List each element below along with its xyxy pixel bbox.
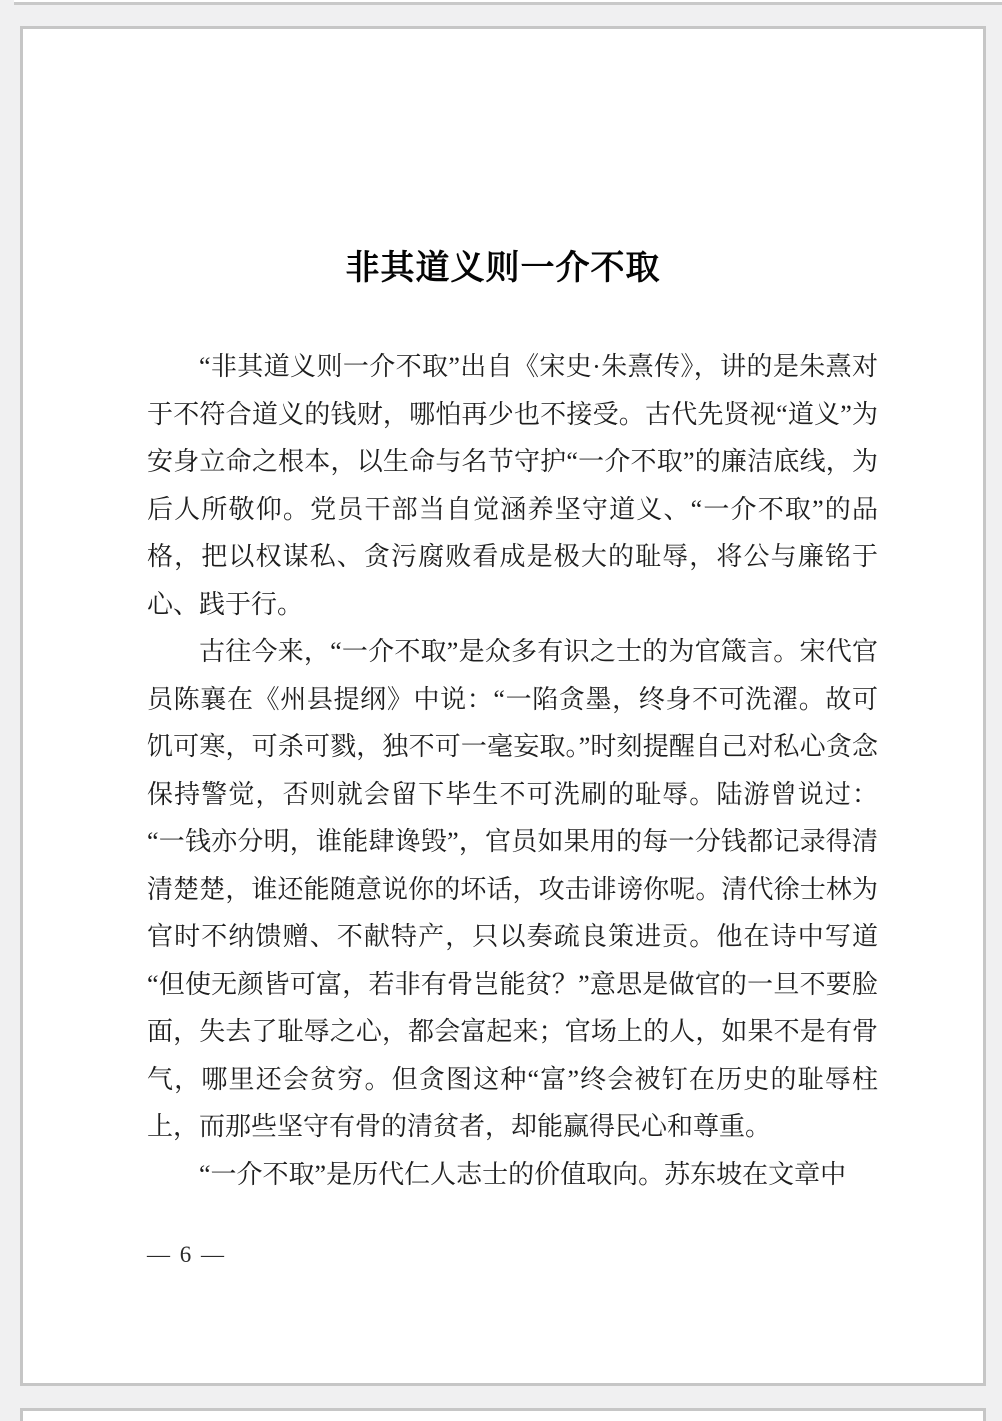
next-page-edge [20, 1408, 986, 1421]
article-body [147, 343, 878, 1198]
previous-page-edge [14, 0, 1002, 5]
document-page [20, 26, 986, 1386]
page-number: — 6 — [147, 1242, 226, 1267]
paragraph-3: “一介不取”是历代仁人志士的价值取向。苏东坡在文章中 [199, 1159, 847, 1189]
paragraph-2: 古往今来，“一介不取”是众多有识之士的为官箴言。宋代官员陈襄在《州县提纲》中说：“一陷贪墨，终身不可洗濯。故可饥可寒，可杀可戮，独不可一毫妄取。”时刻提醒自己对私心贪念保持警觉，否则就会留下毕生不可洗刷的耻辱。陆游曾说过：“一钱亦分明，谁能肆谗毁”，官员如果用的每一分钱都记录得清清楚楚，谁还能随意说你的坏话，攻击诽谤你呢。清代徐士林为官时不纳馈赠、不献特产，只以奏疏良策进贡。他在诗中写道“但使无颜皆可富，若非有骨岂能贫？”意思是做官的一旦不要脸面，失去了耻辱之心，都会富起来；官场上的人，如果不是有骨气，哪里还会贫穷。但贪图这种“富”终会被钉在历史的耻辱柱上，而那些坚守有骨的清贫者，却能赢得民心和尊重。 [147, 637, 878, 1141]
paragraph-1: “非其道义则一介不取”出自《宋史·朱熹传》，讲的是朱熹对于不符合道义的钱财，哪怕再少也不接受。古代先贤视“道义”为安身立命之根本，以生命与名节守护“一介不取”的廉洁底线，为后人所敬仰。党员干部当自觉涵养坚守道义、“一介不取”的品格，把以权谋私、贪污腐败看成是极大的耻辱，将公与廉铭于心、践于行。 [147, 352, 878, 619]
article-title: 非其道义则一介不取 [345, 250, 661, 287]
